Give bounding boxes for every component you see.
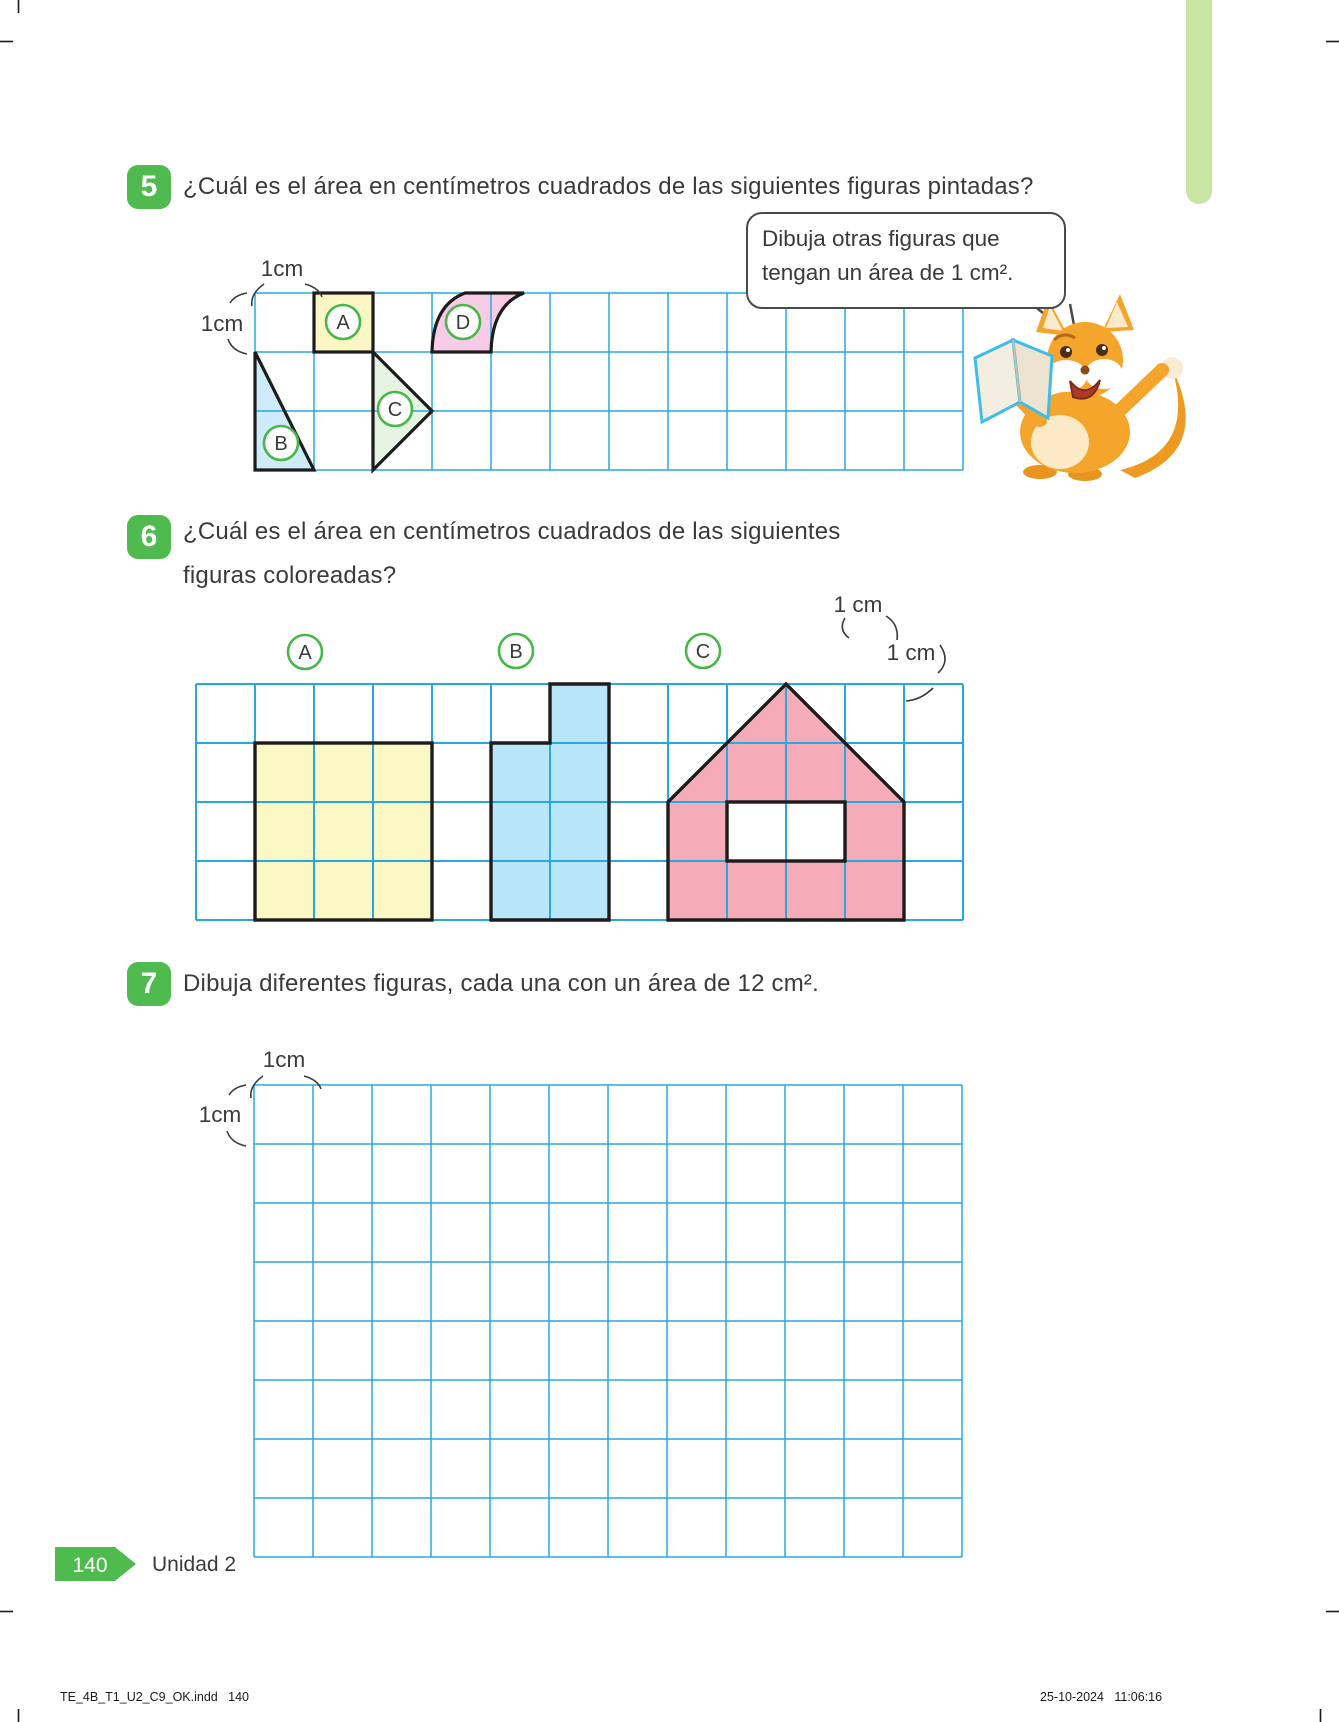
ex7-unit-annotations bbox=[199, 1047, 321, 1146]
prepress-datetime: 25-10-2024 11:06:16 bbox=[1040, 1690, 1163, 1704]
ex6-label-c: C bbox=[695, 641, 711, 663]
fox-nose bbox=[1081, 366, 1090, 375]
fox-mascot bbox=[975, 294, 1186, 481]
ex7-unit-left-label: 1cm bbox=[198, 1102, 242, 1127]
ex5-unit-annotations bbox=[201, 256, 322, 354]
footer-page-number: 140 bbox=[72, 1554, 108, 1577]
ex7-unit-top-label: 1cm bbox=[262, 1047, 306, 1072]
fox-eye-highlight bbox=[1102, 346, 1106, 350]
fox-cheek bbox=[1085, 359, 1123, 389]
exercise7-question: Dibuja diferentes figuras, cada una con un área de 12 cm². bbox=[183, 970, 819, 997]
fox-book bbox=[975, 340, 1052, 422]
exercise5-question: ¿Cuál es el área en centímetros cuadrados de las siguientes figuras pintadas? bbox=[183, 173, 1034, 200]
ex6-unit-top-label: 1 cm bbox=[833, 592, 883, 617]
fox-eye-highlight bbox=[1066, 348, 1070, 352]
exercise6-question-line2: figuras coloreadas? bbox=[183, 562, 397, 589]
ex5-label-c: C bbox=[387, 399, 403, 421]
exercise6-question-line1: ¿Cuál es el área en centímetros cuadrados de las siguientes bbox=[183, 518, 841, 545]
ex5-unit-left-label: 1cm bbox=[200, 311, 244, 336]
ex5-label-b: B bbox=[274, 433, 288, 455]
ex6-shape-label-circles bbox=[288, 634, 720, 669]
ex6-label-b: B bbox=[509, 641, 523, 663]
exercise7-number-badge: 7 bbox=[127, 962, 171, 1006]
footer-unit-label: Unidad 2 bbox=[152, 1553, 237, 1576]
prepress-file-info: TE_4B_T1_U2_C9_OK.indd 140 bbox=[60, 1690, 250, 1704]
fox-eye bbox=[1060, 346, 1072, 358]
fox-eye bbox=[1096, 344, 1108, 356]
speech-bubble-line1: Dibuja otras figuras que bbox=[762, 226, 1000, 251]
ex6-shape-a-square bbox=[255, 743, 432, 920]
ex7-grid bbox=[254, 1085, 962, 1557]
ex5-unit-top-label: 1cm bbox=[260, 256, 304, 281]
exercise5-number-badge: 5 bbox=[127, 165, 171, 209]
exercise6-number-badge: 6 bbox=[127, 515, 171, 559]
speech-bubble bbox=[746, 212, 1066, 309]
ex6-label-a: A bbox=[298, 642, 312, 664]
ex5-label-d: D bbox=[455, 312, 471, 334]
ex6-unit-right-label: 1 cm bbox=[886, 640, 936, 665]
ex5-label-a: A bbox=[336, 312, 350, 334]
side-tab-green bbox=[1186, 0, 1212, 204]
speech-bubble-line2: tengan un área de 1 cm². bbox=[762, 260, 1014, 285]
